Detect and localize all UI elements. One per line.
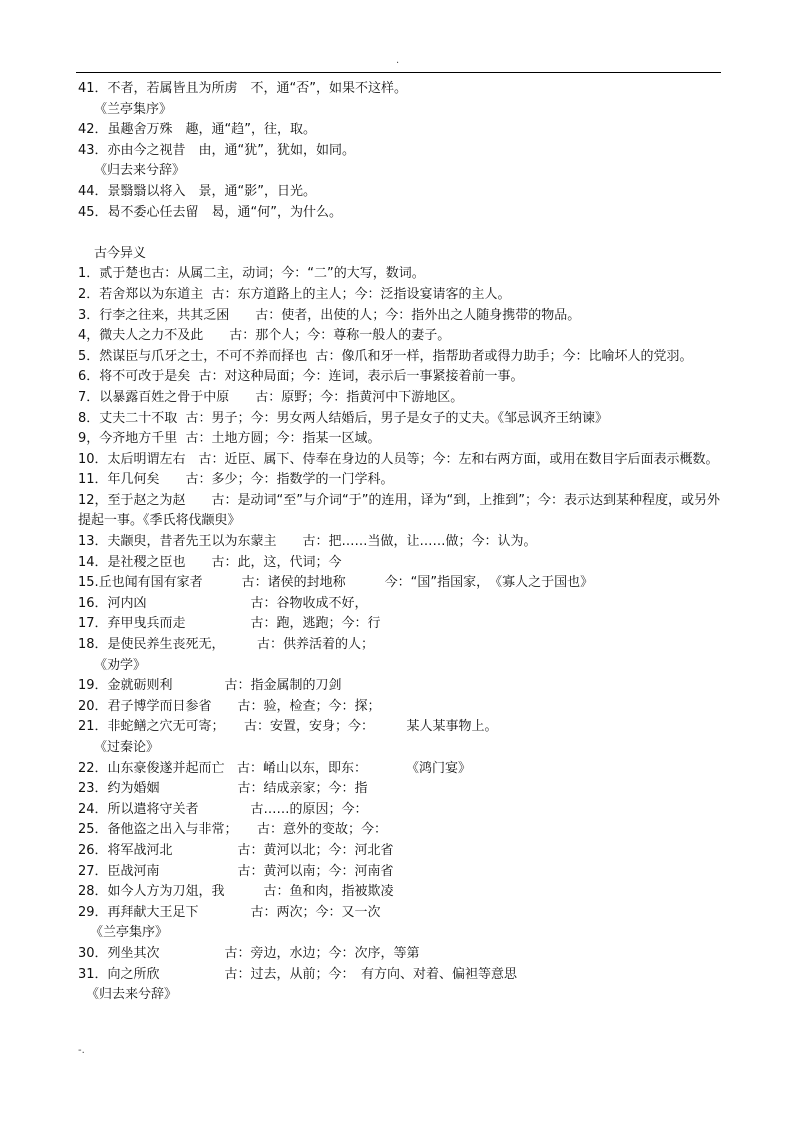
text-line: 28．如今人方为刀俎，我 古：鱼和肉，指被欺凌 bbox=[78, 884, 394, 900]
text-line: 22．山东豪俊遂并起而亡 古：崤山以东，即东： 《鸿门宴》 bbox=[78, 760, 471, 776]
section-heading: 古今异义 bbox=[94, 245, 147, 261]
text-line: 6．将不可改于是矣 古：对这种局面；今：连词，表示后一事紧接着前一事。 bbox=[78, 369, 524, 385]
text-line: 27．臣战河南 古：黄河以南；今：河南省 bbox=[78, 863, 394, 879]
text-line: 24．所以遣将守关者 古……的原因；今： bbox=[78, 801, 368, 817]
text-line: 14．是社稷之臣也 古：此，这，代词；今 bbox=[78, 554, 342, 570]
text-line: 17．弃甲曳兵而走 古：跑，逃跑；今：行 bbox=[78, 616, 381, 632]
text-line: 12，至于赵之为赵 古：是动词“至”与介词“于”的连用，译为“到，上推到”；今：表示达到某种程度，或另外提起一事。《季氏将伐颛臾》 bbox=[78, 492, 720, 529]
text-line: 10．太后明谓左右 古：近臣、属下、侍奉在身边的人员等；今：左和右两方面，或用在数目字后面表示概数。 bbox=[78, 451, 719, 467]
text-line: 9，今齐地方千里 古：土地方圆；今：指某一区域。 bbox=[78, 431, 381, 447]
text-line: 45．曷不委心任去留 曷，通“何”，为什么。 bbox=[78, 204, 343, 220]
section-heading: 《兰亭集序》 bbox=[94, 101, 173, 117]
text-line: 7．以暴露百姓之骨于中原 古：原野；今：指黄河中下游地区。 bbox=[78, 389, 464, 405]
text-line: 21．非蛇鳝之穴无可寄； 古：安置，安身；今： 某人某事物上。 bbox=[78, 719, 498, 735]
text-line: 5．然谋臣与爪牙之士，不可不养而择也 古：像爪和牙一样，指帮助者或得力助手；今：比喻坏人的党羽。 bbox=[78, 348, 693, 364]
section-heading: 《兰亭集序》 bbox=[90, 925, 169, 941]
text-line: 43．亦由今之视昔 由，通“犹”，犹如，如同。 bbox=[78, 142, 356, 158]
text-line: 11．年几何矣 古：多少；今：指数学的一门学科。 bbox=[78, 472, 394, 488]
text-line: 26．将军战河北 古：黄河以北；今：河北省 bbox=[78, 842, 394, 858]
section-heading: 《归去来兮辞》 bbox=[86, 987, 178, 1003]
text-line: 31．向之所欣 古：过去，从前；今： 有方向、对着、偏袒等意思 bbox=[78, 966, 518, 982]
text-line: 3．行李之往来，共其乏困 古：使者，出使的人；今：指外出之人随身携带的物品。 bbox=[78, 307, 581, 323]
text-line: 8．丈夫二十不取 古：男子；今：男女两人结婚后，男子是女子的丈夫。《邹忌讽齐王纳谏》 bbox=[78, 410, 609, 426]
text-line: 42．虽趣舍万殊 趣，通“趋”，往，取。 bbox=[78, 122, 317, 138]
text-line: 41．不者，若属皆且为所虏 不，通“否”，如果不这样。 bbox=[78, 81, 408, 96]
text-line: 44．景翳翳以将入 景，通“影”，日光。 bbox=[78, 183, 317, 199]
header-mark: . bbox=[396, 55, 400, 66]
text-line: 1．贰于楚也古：从属二主，动词；今：“二”的大写，数词。 bbox=[78, 266, 425, 282]
document-body bbox=[78, 79, 728, 1006]
text-line: 16．河内凶 古：谷物收成不好， bbox=[78, 595, 368, 611]
section-heading: 《劝学》 bbox=[94, 657, 147, 673]
text-line: 29．再拜献大王足下 古：两次；今：又一次 bbox=[78, 904, 381, 920]
text-line: 18．是使民养生丧死无， 古：供养活着的人； bbox=[78, 637, 375, 653]
text-line: 19．金就砺则利 古：指金属制的刀剑 bbox=[78, 678, 342, 694]
text-line: 15.丘也闻有国有家者 古：诸侯的封地称 今：“国”指国家， 《寡人之于国也》 bbox=[78, 575, 594, 591]
text-line: 20．君子博学而日参省 古：验，检查；今：探； bbox=[78, 698, 381, 714]
footer-mark: -. bbox=[78, 1045, 85, 1056]
blank-line bbox=[78, 223, 728, 244]
text-line: 30．列坐其次 古：旁边，水边；今：次序，等第 bbox=[78, 945, 420, 961]
section-heading: 《归去来兮辞》 bbox=[94, 163, 186, 179]
text-line: 25．备他盗之出入与非常； 古：意外的变故；今： bbox=[78, 822, 388, 838]
text-line: 13．夫颛臾，昔者先王以为东蒙主 古：把……当做，让……做；今：认为。 bbox=[78, 534, 537, 550]
section-heading: 《过秦论》 bbox=[94, 740, 160, 755]
text-line: 4，微夫人之力不及此 古：那个人；今：尊称一般人的妻子。 bbox=[78, 328, 451, 344]
text-line: 23．约为婚姻 古：结成亲家；今：指 bbox=[78, 781, 368, 797]
text-line: 2．若舍郑以为东道主 古：东方道路上的主人；今：泛指设宴请客的主人。 bbox=[78, 286, 511, 302]
header-rule bbox=[76, 72, 721, 73]
